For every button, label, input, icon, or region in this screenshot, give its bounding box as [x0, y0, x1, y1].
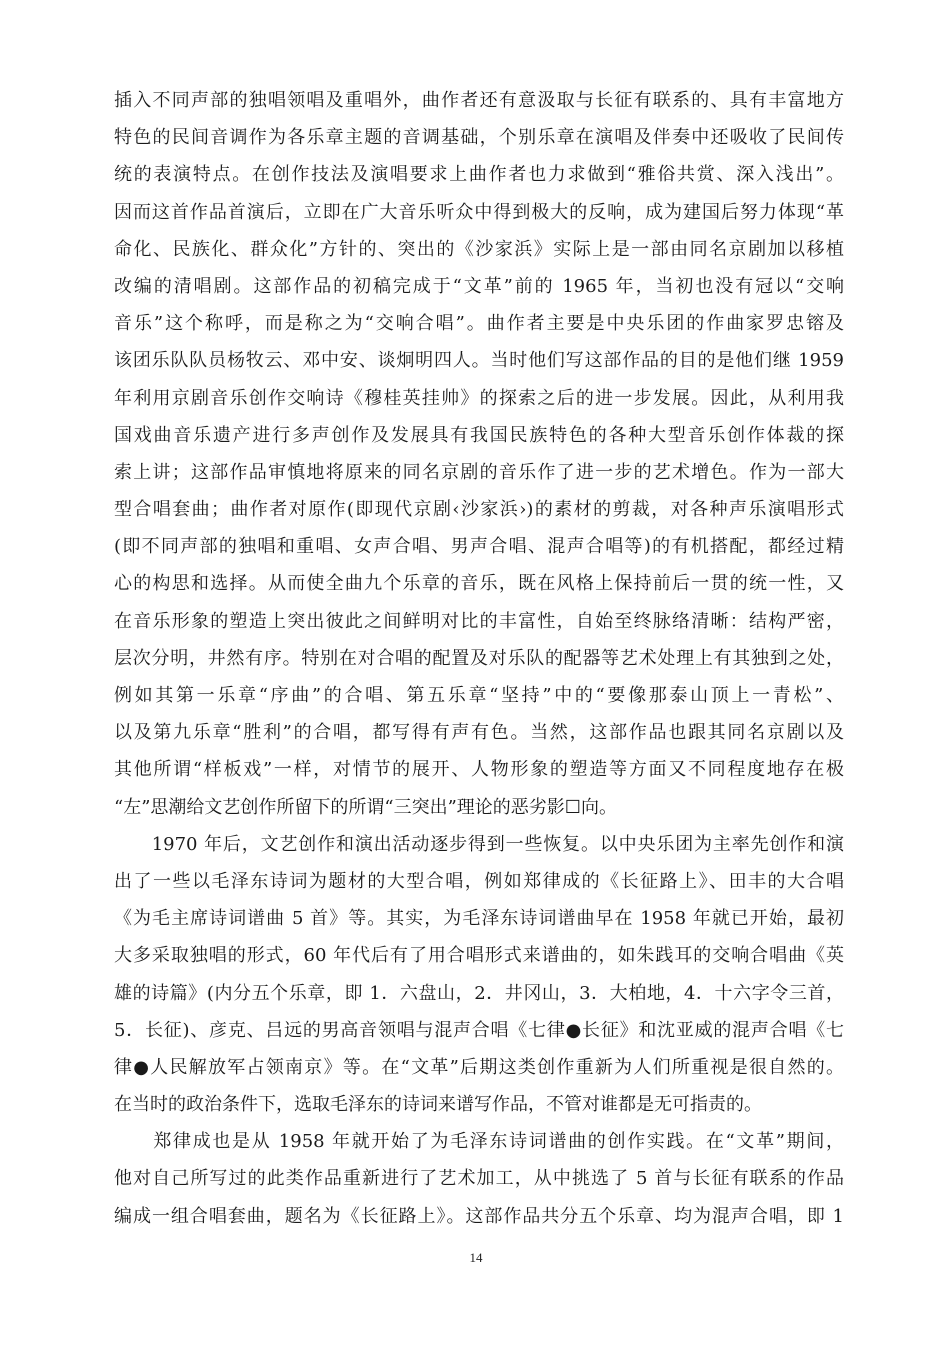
text-line: 他对自己所写过的此类作品重新进行了艺术加工，从中挑选了 5 首与长征有联系的作品	[114, 1168, 844, 1190]
text-line: 5．长征)、彦克、吕远的男高音领唱与混声合唱《七律●长征》和沈亚威的混声合唱《七	[114, 1019, 844, 1041]
text-line: 统的表演特点。在创作技法及演唱要求上曲作者也力求做到“雅俗共赏、深入浅出”。	[114, 164, 844, 186]
text-line: 编成一组合唱套曲，题名为《长征路上》。这部作品共分五个乐章、均为混声合唱，即 1	[114, 1205, 844, 1227]
text-line: 索上讲；这部作品审慎地将原来的同名京剧的音乐作了进一步的艺术增色。作为一部大	[114, 461, 844, 483]
text-line: 型合唱套曲；曲作者对原作(即现代京剧‹沙家浜›)的素材的剪裁，对各种声乐演唱形式	[114, 499, 844, 521]
text-line: 郑律成也是从 1958 年就开始了为毛泽东诗词谱曲的创作实践。在“文革”期间，	[114, 1131, 844, 1153]
text-line: 命化、民族化、群众化”方针的、突出的《沙家浜》实际上是一部由同名京剧加以移植	[114, 238, 844, 260]
text-line: 1970 年后，文艺创作和演出活动逐步得到一些恢复。以中央乐团为主率先创作和演	[114, 833, 844, 855]
text-line: “左”思潮给文艺创作所留下的所谓“三突出”理论的恶劣影☐向。	[114, 796, 617, 818]
text-line: 层次分明，井然有序。特别在对合唱的配置及对乐队的配器等艺术处理上有其独到之处，	[114, 647, 844, 669]
text-line: 因而这首作品首演后，立即在广大音乐听众中得到极大的反响，成为建国后努力体现“革	[114, 201, 844, 223]
text-line: 年利用京剧音乐创作交响诗《穆桂英挂帅》的探索之后的进一步发展。因此，从利用我	[114, 387, 844, 409]
text-line: 音乐”这个称呼，而是称之为“交响合唱”。曲作者主要是中央乐团的作曲家罗忠镕及	[114, 313, 844, 335]
text-line: 出了一些以毛泽东诗词为题材的大型合唱，例如郑律成的《长征路上》、田丰的大合唱	[114, 870, 844, 892]
text-line: 律●人民解放军占领南京》等。在“文革”后期这类创作重新为人们所重视是很自然的。	[114, 1056, 844, 1078]
text-line: 该团乐队队员杨牧云、邓中安、谈炯明四人。当时他们写这部作品的目的是他们继 1959	[114, 350, 844, 372]
text-line: 在音乐形象的塑造上突出彼此之间鲜明对比的丰富性，自始至终脉络清晰：结构严密，	[114, 610, 844, 632]
text-line: 大多采取独唱的形式，60 年代后有了用合唱形式来谱曲的，如朱践耳的交响合唱曲《英	[114, 945, 844, 967]
text-line: 心的构思和选择。从而使全曲九个乐章的音乐，既在风格上保持前后一贯的统一性，又	[114, 573, 844, 595]
text-line: 例如其第一乐章“序曲”的合唱、第五乐章“坚持”中的“要像那泰山顶上一青松”、	[114, 685, 844, 706]
text-line: 在当时的政治条件下，选取毛泽东的诗词来谱写作品，不管对谁都是无可指责的。	[114, 1094, 762, 1116]
text-line: 其他所谓“样板戏”一样，对情节的展开、人物形象的塑造等方面又不同程度地存在极	[114, 759, 844, 781]
text-line: (即不同声部的独唱和重唱、女声合唱、男声合唱、混声合唱等)的有机搭配，都经过精	[114, 536, 844, 558]
text-line: 以及第九乐章“胜利”的合唱，都写得有声有色。当然，这部作品也跟其同名京剧以及	[114, 722, 844, 744]
text-line: 《为毛主席诗词谱曲 5 首》等。其实，为毛泽东诗词谱曲早在 1958 年就已开始，最初	[114, 908, 844, 930]
text-line: 雄的诗篇》(内分五个乐章，即 1．六盘山，2．井冈山，3．大柏地，4．十六字令三首，	[114, 982, 844, 1004]
text-line: 改编的清唱剧。这部作品的初稿完成于“文革”前的 1965 年，当初也没有冠以“交响	[114, 275, 844, 297]
text-line: 国戏曲音乐遗产进行多声创作及发展具有我国民族特色的各种大型音乐创作体裁的探	[114, 424, 844, 446]
body-text	[114, 82, 844, 1235]
text-line: 特色的民间音调作为各乐章主题的音调基础，个别乐章在演唱及伴奏中还吸收了民间传	[114, 127, 844, 149]
page-number: 14	[469, 1250, 483, 1265]
text-line: 插入不同声部的独唱领唱及重唱外，曲作者还有意汲取与长征有联系的、具有丰富地方	[114, 90, 844, 111]
